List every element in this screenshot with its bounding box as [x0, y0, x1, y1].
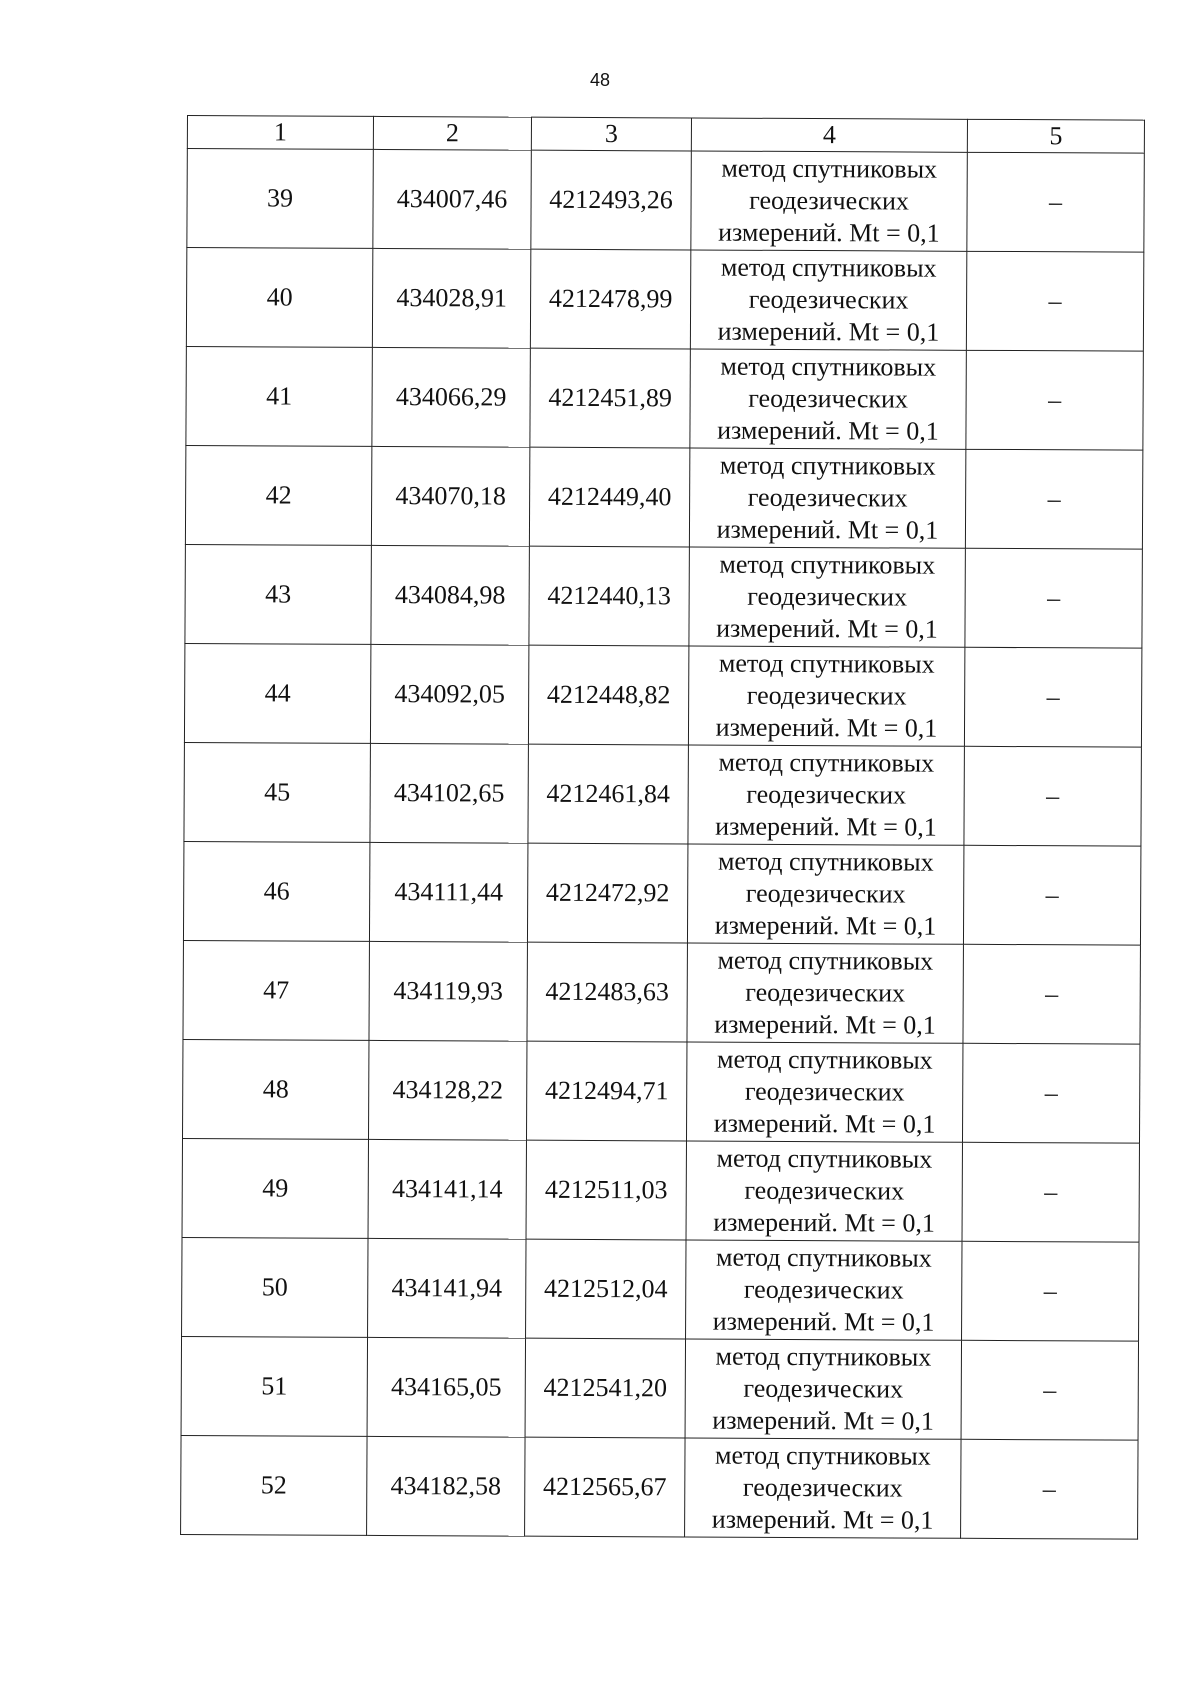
table-row [187, 149, 1144, 253]
y-coordinate-cell: 4212511,03 [526, 1140, 686, 1240]
method-line: геодезических [747, 482, 908, 513]
method-line: геодезических [743, 1373, 904, 1404]
y-coordinate-cell: 4212478,99 [530, 249, 690, 349]
point-number-cell: 47 [183, 940, 369, 1040]
point-number-cell: 42 [185, 445, 371, 545]
table-body [181, 116, 1145, 1540]
page-number: 48 [589, 70, 611, 90]
method-line: метод спутниковых [716, 1044, 933, 1075]
x-coordinate-cell: 434165,05 [367, 1337, 525, 1437]
header-cell-4: 4 [691, 118, 967, 152]
note-cell: – [966, 350, 1143, 450]
point-number-cell: 41 [186, 346, 372, 446]
y-coordinate-cell: 4212461,84 [528, 744, 688, 844]
method-cell [687, 844, 963, 944]
method-cell [686, 1240, 962, 1340]
method-line: геодезических [748, 284, 909, 315]
y-coordinate-cell: 4212472,92 [527, 843, 687, 943]
method-line: измерений. Mt = 0,1 [717, 415, 939, 446]
point-number-cell: 43 [185, 544, 371, 644]
y-coordinate-cell: 4212493,26 [531, 150, 691, 250]
table-row [186, 248, 1143, 352]
x-coordinate-cell: 434182,58 [367, 1436, 525, 1536]
x-coordinate-cell: 434007,46 [373, 149, 531, 249]
method-line: геодезических [742, 1472, 903, 1503]
note-cell: – [966, 251, 1143, 351]
y-coordinate-cell: 4212449,40 [529, 447, 689, 547]
x-coordinate-cell: 434119,93 [369, 941, 527, 1041]
method-cell [688, 646, 964, 746]
x-coordinate-cell: 434084,98 [371, 545, 529, 645]
x-coordinate-cell: 434092,05 [370, 644, 528, 744]
method-cell [690, 349, 966, 449]
method-line: геодезических [744, 1076, 905, 1107]
method-line: метод спутниковых [718, 747, 935, 778]
note-cell: – [961, 1340, 1138, 1440]
x-coordinate-cell: 434028,91 [372, 248, 530, 348]
method-line: геодезических [748, 383, 909, 414]
table-row [185, 445, 1142, 549]
table-row [184, 742, 1141, 846]
y-coordinate-cell: 4212512,04 [526, 1239, 686, 1339]
method-line: измерений. Mt = 0,1 [712, 1405, 934, 1436]
method-line: измерений. Mt = 0,1 [717, 316, 940, 347]
table-row [183, 841, 1140, 945]
method-cell [689, 547, 965, 647]
x-coordinate-cell: 434070,18 [371, 446, 529, 546]
method-line: метод спутниковых [716, 1143, 933, 1174]
method-line: метод спутниковых [720, 351, 937, 382]
method-line: геодезических [743, 1274, 904, 1305]
method-line: метод спутниковых [715, 1341, 932, 1372]
method-cell [686, 1141, 962, 1241]
point-number-cell: 51 [181, 1336, 367, 1436]
method-line: геодезических [749, 185, 910, 216]
method-line: метод спутниковых [719, 450, 936, 481]
x-coordinate-cell: 434141,94 [368, 1238, 526, 1338]
x-coordinate-cell: 434102,65 [370, 743, 528, 843]
method-cell [685, 1339, 961, 1439]
table-row [182, 1039, 1139, 1143]
method-line: измерений. Mt = 0,1 [715, 811, 937, 842]
x-coordinate-cell: 434141,14 [368, 1139, 526, 1239]
note-cell: – [963, 845, 1140, 945]
note-cell: – [961, 1439, 1138, 1539]
method-line: измерений. Mt = 0,1 [715, 712, 938, 743]
method-line: метод спутниковых [719, 549, 936, 580]
table-row [186, 346, 1143, 450]
coordinates-table [180, 115, 1145, 1540]
method-cell [687, 943, 963, 1043]
method-line: измерений. Mt = 0,1 [712, 1306, 935, 1337]
method-line: метод спутниковых [715, 1242, 932, 1273]
method-line: метод спутниковых [721, 153, 938, 184]
point-number-cell: 39 [187, 149, 373, 249]
note-cell: – [962, 1043, 1139, 1143]
point-number-cell: 48 [182, 1039, 368, 1139]
method-cell [686, 1042, 962, 1142]
y-coordinate-cell: 4212448,82 [528, 645, 688, 745]
method-line: измерений. Mt = 0,1 [713, 1207, 935, 1238]
note-cell: – [964, 746, 1141, 846]
method-line: измерений. Mt = 0,1 [714, 1009, 936, 1040]
header-cell-1: 1 [187, 116, 373, 150]
table-row [185, 544, 1142, 648]
note-cell: – [967, 152, 1144, 252]
note-cell: – [962, 1241, 1139, 1341]
note-cell: – [964, 647, 1141, 747]
method-cell [691, 151, 967, 251]
method-cell [689, 448, 965, 548]
method-line: измерений. Mt = 0,1 [716, 514, 939, 545]
y-coordinate-cell: 4212483,63 [527, 942, 687, 1042]
method-line: геодезических [746, 779, 907, 810]
point-number-cell: 45 [184, 742, 370, 842]
method-line: метод спутниковых [720, 252, 937, 283]
method-line: измерений. Mt = 0,1 [713, 1108, 936, 1139]
method-line: геодезических [747, 581, 908, 612]
method-line: измерений. Mt = 0,1 [711, 1504, 934, 1535]
method-line: измерений. Mt = 0,1 [714, 910, 937, 941]
table-row [181, 1435, 1138, 1539]
method-line: геодезических [744, 1175, 905, 1206]
method-line: метод спутниковых [718, 648, 935, 679]
point-number-cell: 52 [181, 1435, 367, 1535]
method-line: метод спутниковых [715, 1440, 931, 1471]
point-number-cell: 40 [186, 248, 372, 348]
point-number-cell: 44 [184, 643, 370, 743]
y-coordinate-cell: 4212565,67 [525, 1437, 685, 1537]
y-coordinate-cell: 4212451,89 [530, 348, 690, 448]
x-coordinate-cell: 434066,29 [372, 347, 530, 447]
header-cell-3: 3 [531, 117, 691, 151]
table-row [182, 1138, 1139, 1242]
x-coordinate-cell: 434111,44 [369, 842, 527, 942]
note-cell: – [963, 944, 1140, 1044]
table-row [183, 940, 1140, 1044]
y-coordinate-cell: 4212494,71 [526, 1041, 686, 1141]
note-cell: – [965, 548, 1142, 648]
method-cell [688, 745, 964, 845]
header-cell-5: 5 [967, 119, 1144, 153]
point-number-cell: 46 [183, 841, 369, 941]
note-cell: – [965, 449, 1142, 549]
method-line: геодезических [746, 680, 907, 711]
method-line: геодезических [745, 878, 906, 909]
note-cell: – [962, 1142, 1139, 1242]
y-coordinate-cell: 4212541,20 [525, 1338, 685, 1438]
table-row [184, 643, 1141, 747]
table-row [181, 1336, 1138, 1440]
method-line: метод спутниковых [717, 846, 934, 877]
point-number-cell: 49 [182, 1138, 368, 1238]
point-number-cell: 50 [182, 1237, 368, 1337]
table-header-row [187, 116, 1144, 154]
y-coordinate-cell: 4212440,13 [529, 546, 689, 646]
method-line: измерений. Mt = 0,1 [716, 613, 938, 644]
method-line: измерений. Mt = 0,1 [718, 217, 940, 248]
method-line: геодезических [745, 977, 906, 1008]
table-row [182, 1237, 1139, 1341]
method-cell [685, 1438, 961, 1538]
x-coordinate-cell: 434128,22 [368, 1040, 526, 1140]
method-line: метод спутниковых [717, 945, 934, 976]
method-cell [690, 250, 966, 350]
header-cell-2: 2 [373, 116, 531, 150]
